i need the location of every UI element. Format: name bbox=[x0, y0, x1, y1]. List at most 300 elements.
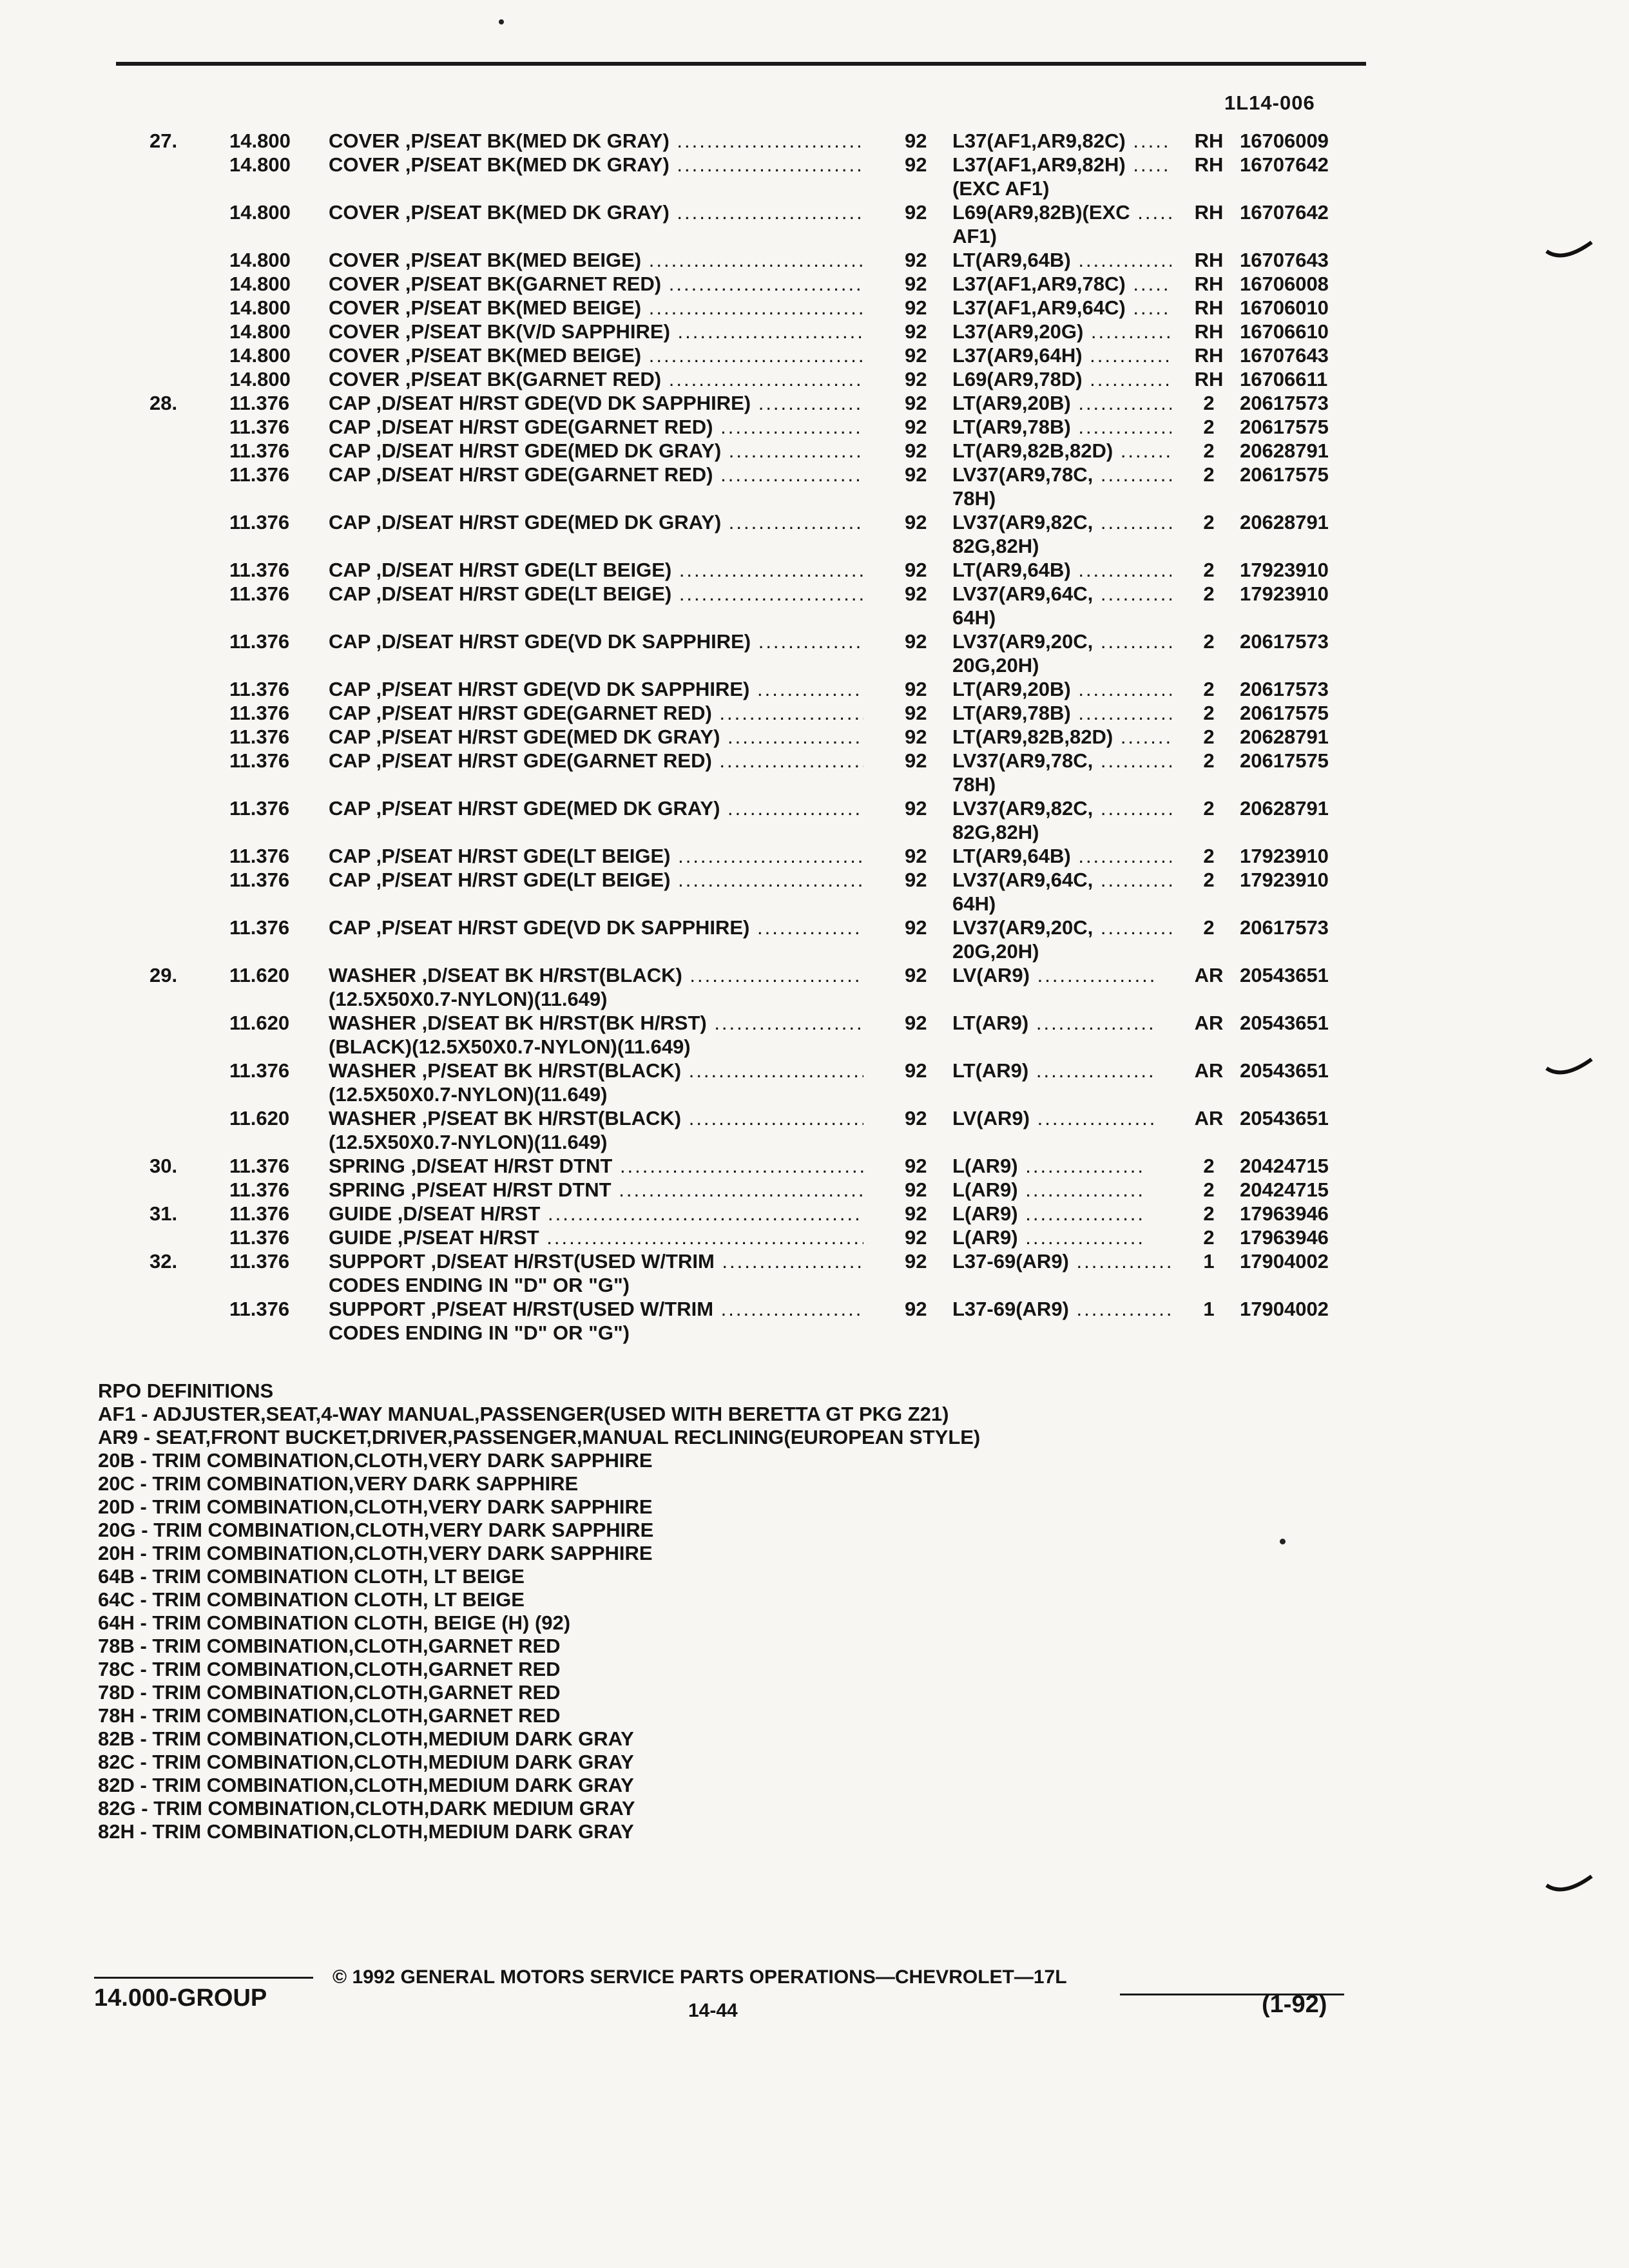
model-year: 92 bbox=[905, 320, 927, 343]
quantity: 2 bbox=[1203, 1202, 1215, 1225]
quantity: 2 bbox=[1203, 702, 1215, 724]
part-description-line: COVER ,P/SEAT BK(GARNET RED) ..... bbox=[329, 367, 863, 391]
part-description bbox=[329, 296, 863, 320]
part-description bbox=[329, 200, 863, 224]
model-usage-line: LV37(AR9,78C, ..... bbox=[952, 749, 1171, 773]
part-row bbox=[0, 320, 1629, 343]
part-number: 20617573 bbox=[1240, 678, 1329, 700]
model-usage bbox=[952, 510, 1171, 558]
part-description-line: CODES ENDING IN "D" OR "G") bbox=[329, 1274, 630, 1296]
model-usage-line: LT(AR9,64B) ..... bbox=[952, 248, 1171, 272]
group-number: 14.800 bbox=[229, 201, 291, 224]
quantity: 1 bbox=[1203, 1250, 1215, 1273]
part-description bbox=[329, 272, 863, 296]
model-usage bbox=[952, 963, 1171, 987]
part-description-line: WASHER ,D/SEAT BK H/RST(BLACK) ..... bbox=[329, 963, 863, 987]
quantity: AR bbox=[1194, 1012, 1224, 1034]
part-number: 16706611 bbox=[1240, 368, 1328, 390]
part-description bbox=[329, 749, 863, 773]
model-usage-line: 64H) bbox=[952, 892, 996, 915]
part-description-line: SUPPORT ,D/SEAT H/RST(USED W/TRIM ..... bbox=[329, 1249, 863, 1273]
model-usage-line: LT(AR9) ..... bbox=[952, 1011, 1171, 1035]
part-description bbox=[329, 439, 863, 463]
model-usage-line: LV37(AR9,20C, ..... bbox=[952, 629, 1171, 653]
part-description-line: COVER ,P/SEAT BK(MED BEIGE) ..... bbox=[329, 296, 863, 320]
model-usage bbox=[952, 296, 1171, 320]
group-number: 11.620 bbox=[229, 1012, 290, 1034]
quantity: 2 bbox=[1203, 797, 1215, 820]
part-description-line: CAP ,D/SEAT H/RST GDE(MED DK GRAY) ..... bbox=[329, 510, 863, 534]
quantity: 2 bbox=[1203, 749, 1215, 772]
quantity: 2 bbox=[1203, 559, 1215, 581]
part-description-line: CAP ,D/SEAT H/RST GDE(MED DK GRAY) ..... bbox=[329, 439, 863, 463]
model-usage bbox=[952, 725, 1171, 749]
part-description bbox=[329, 1011, 863, 1059]
rpo-definition: AR9 - SEAT,FRONT BUCKET,DRIVER,PASSENGER,MANUAL RECLINING(EUROPEAN STYLE) bbox=[98, 1426, 981, 1448]
model-usage bbox=[952, 701, 1171, 725]
model-usage-line: L37(AF1,AR9,82H) ..... bbox=[952, 153, 1171, 177]
part-description bbox=[329, 1178, 863, 1202]
group-number: 11.376 bbox=[229, 869, 290, 891]
model-usage-line: 20G,20H) bbox=[952, 940, 1039, 963]
rpo-definition: 78B - TRIM COMBINATION,CLOTH,GARNET RED bbox=[98, 1635, 561, 1657]
group-number: 11.376 bbox=[229, 749, 290, 772]
model-usage-line: L(AR9) ..... bbox=[952, 1154, 1171, 1178]
model-year: 92 bbox=[905, 1012, 927, 1034]
quantity: RH bbox=[1194, 273, 1224, 295]
part-row bbox=[0, 1178, 1629, 1202]
part-number: 17904002 bbox=[1240, 1250, 1329, 1273]
part-number: 20617575 bbox=[1240, 749, 1329, 772]
part-description bbox=[329, 1154, 863, 1178]
model-usage bbox=[952, 1297, 1171, 1321]
model-usage bbox=[952, 1154, 1171, 1178]
model-usage bbox=[952, 1059, 1171, 1082]
part-number: 17904002 bbox=[1240, 1298, 1329, 1320]
model-year: 92 bbox=[905, 797, 927, 820]
group-number: 11.376 bbox=[229, 1298, 290, 1320]
quantity: 2 bbox=[1203, 869, 1215, 891]
part-description bbox=[329, 463, 863, 486]
margin-mark bbox=[1544, 232, 1595, 264]
group-number: 11.376 bbox=[229, 845, 290, 867]
model-usage-line: L(AR9) ..... bbox=[952, 1202, 1171, 1225]
quantity: 2 bbox=[1203, 916, 1215, 939]
part-row bbox=[0, 677, 1629, 701]
part-row bbox=[0, 200, 1629, 248]
part-description-line: (BLACK)(12.5X50X0.7-NYLON)(11.649) bbox=[329, 1035, 691, 1058]
quantity: RH bbox=[1194, 249, 1224, 271]
group-number: 11.376 bbox=[229, 1250, 290, 1273]
part-description bbox=[329, 868, 863, 892]
model-year: 92 bbox=[905, 726, 927, 748]
item-ref: 30. bbox=[149, 1155, 178, 1177]
part-row bbox=[0, 391, 1629, 415]
part-description-line: COVER ,P/SEAT BK(V/D SAPPHIRE) ..... bbox=[329, 320, 863, 343]
model-year: 92 bbox=[905, 1155, 927, 1177]
part-number: 20543651 bbox=[1240, 1107, 1329, 1129]
model-usage-line: 78H) bbox=[952, 487, 996, 510]
part-row bbox=[0, 153, 1629, 200]
quantity: AR bbox=[1194, 1059, 1224, 1082]
model-year: 92 bbox=[905, 249, 927, 271]
model-year: 92 bbox=[905, 1107, 927, 1129]
model-usage-line: (EXC AF1) bbox=[952, 177, 1050, 200]
part-number: 16706009 bbox=[1240, 130, 1329, 152]
part-description-line: WASHER ,P/SEAT BK H/RST(BLACK) ..... bbox=[329, 1059, 863, 1082]
model-usage-line: L(AR9) ..... bbox=[952, 1225, 1171, 1249]
part-description-line: CAP ,D/SEAT H/RST GDE(VD DK SAPPHIRE) ..... bbox=[329, 629, 863, 653]
quantity: 2 bbox=[1203, 439, 1215, 462]
model-year: 92 bbox=[905, 582, 927, 605]
group-number: 11.376 bbox=[229, 678, 290, 700]
model-year: 92 bbox=[905, 964, 927, 986]
model-year: 92 bbox=[905, 130, 927, 152]
part-number: 20617573 bbox=[1240, 392, 1329, 414]
part-row bbox=[0, 868, 1629, 916]
quantity: 2 bbox=[1203, 392, 1215, 414]
group-number: 11.376 bbox=[229, 463, 290, 486]
part-row bbox=[0, 439, 1629, 463]
part-number: 16706010 bbox=[1240, 296, 1329, 319]
model-usage bbox=[952, 200, 1171, 248]
part-description-line: CAP ,P/SEAT H/RST GDE(VD DK SAPPHIRE) ..... bbox=[329, 677, 863, 701]
part-description-line: (12.5X50X0.7-NYLON)(11.649) bbox=[329, 1083, 608, 1106]
part-description-line: COVER ,P/SEAT BK(MED DK GRAY) ..... bbox=[329, 200, 863, 224]
group-number: 11.376 bbox=[229, 559, 290, 581]
model-usage bbox=[952, 248, 1171, 272]
model-usage-line: L37-69(AR9) ..... bbox=[952, 1297, 1171, 1321]
part-row bbox=[0, 415, 1629, 439]
group-number: 11.376 bbox=[229, 582, 290, 605]
part-row bbox=[0, 510, 1629, 558]
part-description bbox=[329, 1225, 863, 1249]
item-ref: 28. bbox=[149, 392, 178, 414]
rpo-definition: 20H - TRIM COMBINATION,CLOTH,VERY DARK SAPPHIRE bbox=[98, 1542, 653, 1564]
model-usage-line: LT(AR9,82B,82D) ..... bbox=[952, 439, 1171, 463]
part-row bbox=[0, 558, 1629, 582]
speck bbox=[499, 19, 504, 24]
part-row bbox=[0, 1225, 1629, 1249]
rpo-definition: 78D - TRIM COMBINATION,CLOTH,GARNET RED bbox=[98, 1681, 561, 1704]
part-number: 20543651 bbox=[1240, 1012, 1329, 1034]
model-usage bbox=[952, 391, 1171, 415]
part-description bbox=[329, 796, 863, 820]
part-description bbox=[329, 677, 863, 701]
model-usage bbox=[952, 1178, 1171, 1202]
model-usage-line: LT(AR9) ..... bbox=[952, 1059, 1171, 1082]
group-number: 14.800 bbox=[229, 320, 291, 343]
group-number: 11.376 bbox=[229, 916, 290, 939]
part-description bbox=[329, 582, 863, 606]
model-usage bbox=[952, 1225, 1171, 1249]
footer-copyright: © 1992 GENERAL MOTORS SERVICE PARTS OPERATIONS—CHEVROLET—17L bbox=[333, 1966, 1067, 1988]
model-usage-line: LT(AR9,78B) ..... bbox=[952, 701, 1171, 725]
quantity: 2 bbox=[1203, 845, 1215, 867]
model-usage-line: LV37(AR9,20C, ..... bbox=[952, 916, 1171, 939]
part-description-line: SUPPORT ,P/SEAT H/RST(USED W/TRIM ..... bbox=[329, 1297, 863, 1321]
group-number: 11.376 bbox=[229, 439, 290, 462]
part-description bbox=[329, 367, 863, 391]
part-description bbox=[329, 415, 863, 439]
rpo-definition: 20C - TRIM COMBINATION,VERY DARK SAPPHIRE bbox=[98, 1472, 579, 1495]
part-description bbox=[329, 1249, 863, 1297]
model-usage bbox=[952, 677, 1171, 701]
model-usage-line: L37(AF1,AR9,82C) ..... bbox=[952, 129, 1171, 153]
part-row bbox=[0, 296, 1629, 320]
model-year: 92 bbox=[905, 630, 927, 653]
model-usage-line: L69(AR9,82B)(EXC ..... bbox=[952, 200, 1171, 224]
quantity: AR bbox=[1194, 964, 1224, 986]
part-row bbox=[0, 916, 1629, 963]
quantity: RH bbox=[1194, 153, 1224, 176]
rpo-definition: 64C - TRIM COMBINATION CLOTH, LT BEIGE bbox=[98, 1588, 525, 1611]
rpo-definition: 82B - TRIM COMBINATION,CLOTH,MEDIUM DARK GRAY bbox=[98, 1727, 634, 1750]
part-number: 20617573 bbox=[1240, 916, 1329, 939]
part-row bbox=[0, 1106, 1629, 1154]
footer-group: 14.000-GROUP bbox=[94, 1984, 267, 2012]
part-description bbox=[329, 1059, 863, 1106]
part-description-line: GUIDE ,P/SEAT H/RST ..... bbox=[329, 1225, 863, 1249]
model-usage bbox=[952, 272, 1171, 296]
part-description-line: SPRING ,D/SEAT H/RST DTNT ..... bbox=[329, 1154, 863, 1178]
rpo-definition: AF1 - ADJUSTER,SEAT,4-WAY MANUAL,PASSENGER(USED WITH BERETTA GT PKG Z21) bbox=[98, 1403, 949, 1425]
model-usage-line: LV37(AR9,64C, ..... bbox=[952, 582, 1171, 606]
group-number: 11.376 bbox=[229, 416, 290, 438]
item-ref: 29. bbox=[149, 964, 178, 986]
group-number: 14.800 bbox=[229, 153, 291, 176]
group-number: 11.376 bbox=[229, 1178, 290, 1201]
group-number: 11.376 bbox=[229, 1226, 290, 1249]
model-usage bbox=[952, 343, 1171, 367]
group-number: 11.620 bbox=[229, 1107, 290, 1129]
rpo-definition: 82G - TRIM COMBINATION,CLOTH,DARK MEDIUM GRAY bbox=[98, 1797, 635, 1820]
model-year: 92 bbox=[905, 678, 927, 700]
part-row bbox=[0, 1202, 1629, 1225]
model-usage bbox=[952, 320, 1171, 343]
model-usage-line: L37(AF1,AR9,64C) ..... bbox=[952, 296, 1171, 320]
part-row bbox=[0, 963, 1629, 1011]
rpo-definitions bbox=[98, 1379, 1258, 1843]
part-description-line: WASHER ,P/SEAT BK H/RST(BLACK) ..... bbox=[329, 1106, 863, 1130]
part-description-line: CODES ENDING IN "D" OR "G") bbox=[329, 1321, 630, 1344]
quantity: AR bbox=[1194, 1107, 1224, 1129]
model-usage bbox=[952, 868, 1171, 916]
part-number: 20617575 bbox=[1240, 702, 1329, 724]
part-number: 20628791 bbox=[1240, 439, 1329, 462]
part-number: 20617575 bbox=[1240, 463, 1329, 486]
part-row bbox=[0, 1011, 1629, 1059]
part-description bbox=[329, 1297, 863, 1345]
quantity: 2 bbox=[1203, 511, 1215, 533]
model-year: 92 bbox=[905, 845, 927, 867]
model-usage-line: 82G,82H) bbox=[952, 535, 1039, 557]
model-year: 92 bbox=[905, 463, 927, 486]
part-description bbox=[329, 725, 863, 749]
quantity: 2 bbox=[1203, 582, 1215, 605]
part-description-line: COVER ,P/SEAT BK(GARNET RED) ..... bbox=[329, 272, 863, 296]
part-number: 16707642 bbox=[1240, 153, 1329, 176]
model-usage bbox=[952, 439, 1171, 463]
model-year: 92 bbox=[905, 344, 927, 367]
part-number: 20617575 bbox=[1240, 416, 1329, 438]
model-usage-line: 20G,20H) bbox=[952, 654, 1039, 677]
part-description-line: CAP ,P/SEAT H/RST GDE(GARNET RED) ..... bbox=[329, 701, 863, 725]
model-usage bbox=[952, 629, 1171, 677]
part-number: 16706008 bbox=[1240, 273, 1329, 295]
part-description-line: COVER ,P/SEAT BK(MED DK GRAY) ..... bbox=[329, 129, 863, 153]
model-usage bbox=[952, 796, 1171, 844]
footer-rule-left bbox=[94, 1977, 313, 1979]
part-number: 20628791 bbox=[1240, 726, 1329, 748]
group-number: 11.376 bbox=[229, 726, 290, 748]
quantity: 2 bbox=[1203, 726, 1215, 748]
part-description bbox=[329, 629, 863, 653]
part-number: 17923910 bbox=[1240, 559, 1329, 581]
part-number: 20628791 bbox=[1240, 797, 1329, 820]
part-description-line: CAP ,P/SEAT H/RST GDE(LT BEIGE) ..... bbox=[329, 844, 863, 868]
quantity: RH bbox=[1194, 368, 1224, 390]
quantity: 2 bbox=[1203, 1226, 1215, 1249]
model-usage-line: LT(AR9,20B) ..... bbox=[952, 391, 1171, 415]
group-number: 14.800 bbox=[229, 249, 291, 271]
rpo-definition: 82C - TRIM COMBINATION,CLOTH,MEDIUM DARK GRAY bbox=[98, 1751, 634, 1773]
model-year: 92 bbox=[905, 1250, 927, 1273]
model-usage-line: LT(AR9,78B) ..... bbox=[952, 415, 1171, 439]
part-description-line: CAP ,D/SEAT H/RST GDE(LT BEIGE) ..... bbox=[329, 558, 863, 582]
parts-list bbox=[0, 129, 1629, 1345]
model-usage-line: LV37(AR9,64C, ..... bbox=[952, 868, 1171, 892]
part-description-line: CAP ,P/SEAT H/RST GDE(MED DK GRAY) ..... bbox=[329, 725, 863, 749]
part-number: 16707642 bbox=[1240, 201, 1329, 224]
group-number: 14.800 bbox=[229, 273, 291, 295]
model-usage-line: LT(AR9,64B) ..... bbox=[952, 558, 1171, 582]
group-number: 11.376 bbox=[229, 392, 290, 414]
part-number: 20617573 bbox=[1240, 630, 1329, 653]
model-year: 92 bbox=[905, 1298, 927, 1320]
model-usage bbox=[952, 463, 1171, 510]
model-usage bbox=[952, 582, 1171, 629]
model-usage bbox=[952, 1249, 1171, 1273]
group-number: 11.376 bbox=[229, 1155, 290, 1177]
part-row bbox=[0, 844, 1629, 868]
rpo-definition: 78C - TRIM COMBINATION,CLOTH,GARNET RED bbox=[98, 1658, 561, 1680]
quantity: RH bbox=[1194, 130, 1224, 152]
part-row bbox=[0, 1297, 1629, 1345]
part-description bbox=[329, 916, 863, 939]
part-description bbox=[329, 153, 863, 177]
part-row bbox=[0, 272, 1629, 296]
model-year: 92 bbox=[905, 702, 927, 724]
rpo-lines bbox=[98, 1403, 1258, 1843]
quantity: RH bbox=[1194, 201, 1224, 224]
model-usage-line: L37(AR9,20G) ..... bbox=[952, 320, 1171, 343]
part-row bbox=[0, 1249, 1629, 1297]
part-description-line: CAP ,P/SEAT H/RST GDE(VD DK SAPPHIRE) ..... bbox=[329, 916, 863, 939]
model-year: 92 bbox=[905, 416, 927, 438]
model-usage-line: L37(AR9,64H) ..... bbox=[952, 343, 1171, 367]
part-description bbox=[329, 1202, 863, 1225]
part-description bbox=[329, 391, 863, 415]
part-description-line: (12.5X50X0.7-NYLON)(11.649) bbox=[329, 1131, 608, 1153]
model-year: 92 bbox=[905, 296, 927, 319]
part-number: 17923910 bbox=[1240, 845, 1329, 867]
model-usage bbox=[952, 916, 1171, 963]
quantity: 1 bbox=[1203, 1298, 1215, 1320]
part-description bbox=[329, 510, 863, 534]
part-row bbox=[0, 725, 1629, 749]
model-usage-line: LV37(AR9,82C, ..... bbox=[952, 796, 1171, 820]
part-description-line: CAP ,P/SEAT H/RST GDE(GARNET RED) ..... bbox=[329, 749, 863, 773]
part-description-line: CAP ,D/SEAT H/RST GDE(GARNET RED) ..... bbox=[329, 415, 863, 439]
model-usage-line: LV37(AR9,78C, ..... bbox=[952, 463, 1171, 486]
group-number: 11.376 bbox=[229, 511, 290, 533]
model-year: 92 bbox=[905, 869, 927, 891]
model-usage bbox=[952, 129, 1171, 153]
part-row bbox=[0, 129, 1629, 153]
part-row bbox=[0, 343, 1629, 367]
part-description-line: (12.5X50X0.7-NYLON)(11.649) bbox=[329, 988, 608, 1010]
rpo-definition: 64B - TRIM COMBINATION CLOTH, LT BEIGE bbox=[98, 1565, 525, 1588]
model-usage-line: LV(AR9) ..... bbox=[952, 963, 1171, 987]
part-row bbox=[0, 749, 1629, 796]
rpo-definition: 78H - TRIM COMBINATION,CLOTH,GARNET RED bbox=[98, 1704, 561, 1727]
group-number: 11.376 bbox=[229, 630, 290, 653]
group-number: 14.800 bbox=[229, 130, 291, 152]
group-number: 11.376 bbox=[229, 1059, 290, 1082]
part-description bbox=[329, 248, 863, 272]
part-number: 20628791 bbox=[1240, 511, 1329, 533]
part-description bbox=[329, 1106, 863, 1154]
model-year: 92 bbox=[905, 1059, 927, 1082]
rpo-definition: 20G - TRIM COMBINATION,CLOTH,VERY DARK SAPPHIRE bbox=[98, 1519, 654, 1541]
model-year: 92 bbox=[905, 273, 927, 295]
model-year: 92 bbox=[905, 749, 927, 772]
model-usage bbox=[952, 1202, 1171, 1225]
model-usage-line: L37-69(AR9) ..... bbox=[952, 1249, 1171, 1273]
part-row bbox=[0, 796, 1629, 844]
group-number: 14.800 bbox=[229, 296, 291, 319]
rpo-definition: 82H - TRIM COMBINATION,CLOTH,MEDIUM DARK GRAY bbox=[98, 1820, 634, 1843]
part-description-line: COVER ,P/SEAT BK(MED DK GRAY) ..... bbox=[329, 153, 863, 177]
model-usage bbox=[952, 1106, 1171, 1130]
quantity: RH bbox=[1194, 344, 1224, 367]
group-number: 14.800 bbox=[229, 368, 291, 390]
model-year: 92 bbox=[905, 559, 927, 581]
item-ref: 31. bbox=[149, 1202, 178, 1225]
model-usage bbox=[952, 415, 1171, 439]
part-row bbox=[0, 629, 1629, 677]
part-description-line: WASHER ,D/SEAT BK H/RST(BK H/RST) ..... bbox=[329, 1011, 863, 1035]
quantity: 2 bbox=[1203, 678, 1215, 700]
model-usage-line: LT(AR9,20B) ..... bbox=[952, 677, 1171, 701]
model-usage-line: 82G,82H) bbox=[952, 821, 1039, 843]
part-description-line: SPRING ,P/SEAT H/RST DTNT ..... bbox=[329, 1178, 863, 1202]
part-description bbox=[329, 558, 863, 582]
model-year: 92 bbox=[905, 511, 927, 533]
part-row bbox=[0, 248, 1629, 272]
quantity: RH bbox=[1194, 296, 1224, 319]
model-usage-line: 78H) bbox=[952, 773, 996, 796]
part-description-line: CAP ,P/SEAT H/RST GDE(MED DK GRAY) ..... bbox=[329, 796, 863, 820]
model-usage-line: L69(AR9,78D) ..... bbox=[952, 367, 1171, 391]
part-number: 17923910 bbox=[1240, 582, 1329, 605]
part-description-line: COVER ,P/SEAT BK(MED BEIGE) ..... bbox=[329, 248, 863, 272]
part-description-line: GUIDE ,D/SEAT H/RST ..... bbox=[329, 1202, 863, 1225]
part-description-line: CAP ,D/SEAT H/RST GDE(GARNET RED) ..... bbox=[329, 463, 863, 486]
part-row bbox=[0, 367, 1629, 391]
part-row bbox=[0, 1154, 1629, 1178]
